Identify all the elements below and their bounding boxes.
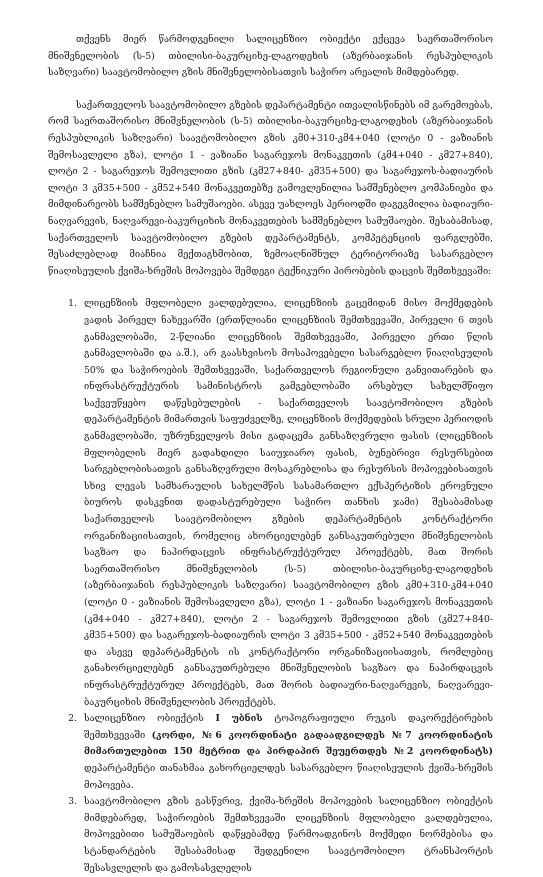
intro-paragraph: თქვენს მიერ წარმოდგენილი სალიცენზიო ობიექტი ექცევა საერთაშორისო მნიშვნელობის (ს-5) თბილისი-ბაკურციხე-ლაგოდეხის (აზერბაიჯანის რესპუბლიკის საზღვარი) საავტომობილო გზის მნიშვნელობისათვის საჭირო არეალის მიმდებარედ. — [48, 34, 493, 79]
list-item-bold-plot: I უბნის — [215, 713, 263, 725]
conditions-list — [48, 296, 493, 877]
list-item-tail: დეპარტამენტი თანახმაა გახორციელდეს სასარგებლო წიაღისეულის ქვიშა-ხრეშის მოპოვება. — [84, 762, 493, 791]
body-paragraph: საქართველოს საავტომობილო გზების დეპარტამენტი ითვალისწინებს იმ გარემოებას, რომ საერთაშორისო მნიშვნელობის (ს-5) თბილისი-ბაკურციხე-ლაგოდეხის (აზერბაიჯანის რესპუბლიკის საზღვარი) საავტომობილო გზის კმ0+310-კმ4+040 (ლოტი 0 - ვაზიანის შემოსავლელი გზა), ლოტი 1 - ვაზიანი საგარეჯოს მონაკვეთის (კმ4+040 - კმ27+840), ლოტი 2 - საგარეჯოს შემოვლითი გზის (კმ27+840- კმ35+500) და საგარეჯოს-ბადიაურის ლოტი 3 კმ35+500 - კმ52+540 მონაკვეთებზე გამოვლენილია სამშენებლო კომპანიები და მიმდინარეობს სამშენებლო სამუშაოები. ასევე უახლოეს პერიოდში დაგეგმილია ბადიაური-ნაღვარევის, ნაღვარევი-ბაკურციხის მონაკვეთების სამშენებლო სამუშაოები. შესაბამისად, საქართველოს საავტომობილო გზების დეპარტამენტს, კომპეტენციის ფარგლებში, შესაძლებლად მიაჩნია მექთაგხმობით, ზემოაღნიშნულ ტერიტორიაზე სასარგებლო წიაღისეულის ქვიშა-ხრეშის მოპოვება შემდეგი ტექნიკური პირობების დაცვის შემთხვევაში: — [48, 99, 493, 277]
list-item-middle: ტოპოგრაფიული რუკის დაკორექტირების შემთხვევაში — [84, 713, 493, 741]
list-item-bold-coordinates: (კორდი, №6 კოორდინატი გადაადგილდეს №7 კოორდინატის მიმართულებით 150 მეტრით და პირდაპირ შეუერთდეს №2 კოორდინატს) — [84, 729, 493, 758]
list-item-text: საავტომობილო გზის გასწვრივ, ქვიშა-ხრეშის მოპოვების სალიცენზიო ობიექტის მიმდებარედ, საჭიროების შემთხვევაში ლიცენზიის მფლობელი ვალდებულია, მოპოვებითი სამუშაოების დაწყებამდე წარმოადგინოს მოქმედი ნორმებისა და სტანდარტების შესაბამისად შედგენილი საავტომობილო ტრანსპორტის შესასვლელის და გამოსასვლელის — [84, 796, 493, 874]
list-item-prefix: სალიცენზიო ობიექტის — [84, 713, 216, 725]
list-item — [80, 711, 493, 794]
list-item — [80, 794, 493, 877]
document-page — [48, 32, 493, 877]
list-item — [80, 296, 493, 711]
list-item-text: ლიცენზიის მფლობელი ვალდებულია, ლიცენზიის გაცემიდან მისო მოქმედების ვადის პირველ ნახევარში (ერთწლიანი ლიცენზიის შემთხვევაში, პირველი 6 თვის განმავლობაში, 2-წლიანი ლიცენზიის შემთხვევაში, პირველი ერთი წლის განმავლობაში და ა.შ.), არ გაასხვისოს მოსაპოვებელი სასარგებლო წიაღისეულის 50% და საჭიროების შემთხვევაში, საქართველოს რეგიონული განვითარების და ინფრასტრუქტურის სამინისტროს გამგებლობაში არსებულ სახელმწიფო საქვეუწყებო დაწესებულების - საქართველოს საავტომობილო გზების დეპარტამენტის მიმართვის საფუძველზე, ლიცენზიის მოქმედების სრული პერიოდის განმავლობაში, უზრუნველყოს მისი გადაცემა განსაზღვრული ფასის (ლიცენზიის მფლობელის მიერ გადახდილი საიუჯიარო ფასის, ბუნებრივი რესურსებით სარგებლობისათვის განსაზღვრული მოსაკრებლისა და რესურსის მოპოვებისათვის სხივ ლევას სამხარაულის სახელმწის სასამართლო ექსპერტიზის ეროვნული ბიუროს დასკვნით დადასტურებული საჭირო თანხის ჯამი) შესაბამისად საქართველოს საავტომობილო გზების დეპარტამენტის კონტრაქტორი ორგანიზაციისათვის, რომელიც ახორციელებენ განსაკუთრებული მნიშვნელობის საგზაო და ნაპირდაცვის ინფრასტრუქტურულ პროექტებს, მათ შორის საერთაშორისო მნიშვნელობის (ს-5) თბილისი-ბაკურციხე-ლაგოდეხის (აზერბაიჯანის რესპუბლიკის საზღვარი) საავტომობილო გზის კმ0+310-კმ4+040 (ლოტი 0 - ვაზიანის შემოსავლელი გზა), ლოტი 1 - ვაზიანი საგარეჯოს მონაკვეთის (კმ4+040 - კმ27+840), ლოტი 2 - საგარეჯოს შემოვლითი გზის (კმ27+840- კმ35+500) და საგარეჯოს-ბადიაურის ლოტი 3 კმ35+500 - კმ52+540 მონაკვეთების და ასევე დეპარტამენტის ის კონტრაქტორი ორგანიზაციისათვის, რომლებიც განახორციელებენ განსაკუთრებული მნიშვნელობის საგზაო და ნაპირდაცვის ინფრასტრუქტურულ პროექტებს, მათ შორის ბადიაური-ნაღვარევის, ნაღვარევი-ბაკურციხის მნიშვნელობის პროექტებს. — [84, 298, 493, 708]
